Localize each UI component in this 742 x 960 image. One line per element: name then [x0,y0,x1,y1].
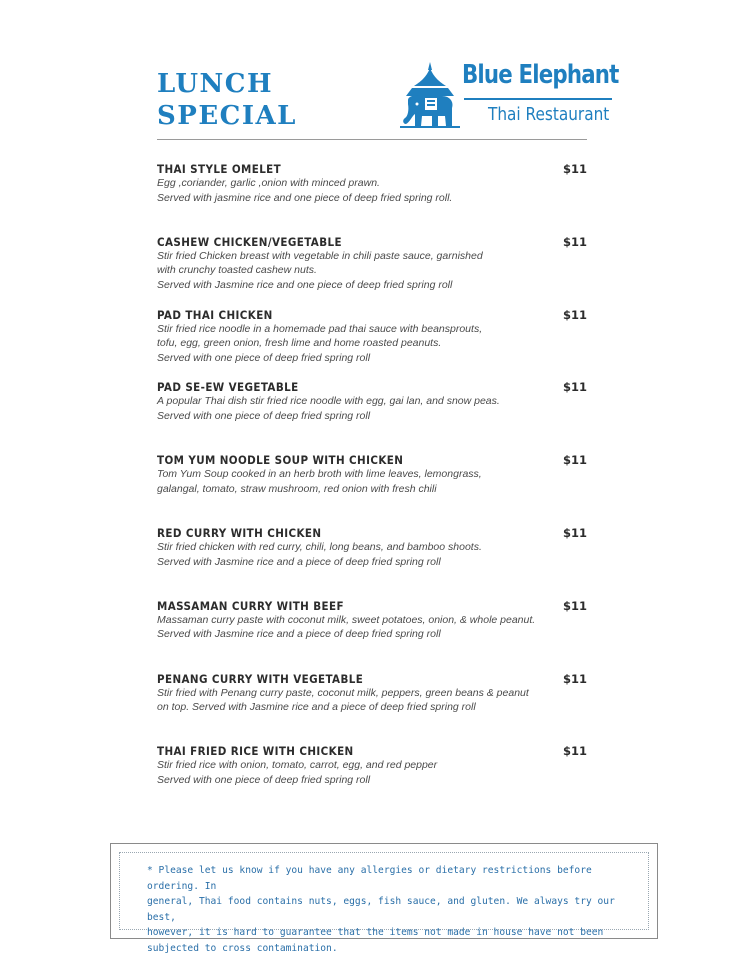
notice-line: however, it is hard to guarantee that the items not made in house have not been [147,927,604,938]
allergy-notice [110,843,658,954]
notice-line: * Please let us know if you have any allergies or dietary restrictions before ordering. In [147,865,592,892]
notice-line: subjected to cross contamination. [147,942,338,954]
menu-item-price: $11 [562,598,587,613]
menu-item-name: THAI FRIED RICE WITH CHICKEN [157,744,354,759]
menu-item-price: $11 [562,744,587,759]
menu-item-description: Served with one piece of deep fried spring roll [157,409,371,422]
menu-item-name: PAD THAI CHICKEN [157,307,273,322]
menu-item-description: Served with jasmine rice and one piece of deep fried spring roll. [157,191,453,204]
menu-item-description: Massaman curry paste with coconut milk, sweet potatoes, onion, & whole peanut. [157,613,536,626]
menu-item-description: Served with Jasmine rice and a piece of deep fried spring roll [157,628,441,641]
menu-item-description: Stir fried Chicken breast with vegetable in chili paste sauce, garnished [157,249,483,262]
menu-item-description: Served with Jasmine rice and a piece of deep fried spring roll [157,555,441,568]
menu-item-price: $11 [562,234,587,249]
menu-item-description: tofu, egg, green onion, fresh lime and home roasted peanuts. [157,337,442,350]
menu-item-description: Egg ,coriander, garlic ,onion with minced prawn. [157,177,380,189]
menu-item-price: $11 [562,380,587,395]
menu-item [157,451,589,524]
menu-item-price: $11 [562,671,587,686]
menu-item-price: $11 [562,307,587,322]
menu-item-name: PAD SE-EW VEGETABLE [157,380,299,395]
menu-item-name: TOM YUM NOODLE SOUP WITH CHICKEN [157,453,404,468]
header-divider [157,139,587,140]
notice-line: general, Thai food contains nuts, eggs, fish sauce, and gluten. We always try our best, [147,896,615,923]
menu-item-description: with crunchy toasted cashew nuts. [157,264,317,277]
menu-item [157,742,589,815]
title-line-1: LUNCH [157,69,274,99]
menu-item-name: THAI STYLE OMELET [157,162,282,176]
menu-item-description: Stir fried chicken with red curry, chili, long beans, and bamboo shoots. [157,540,482,553]
menu-item-price: $11 [562,525,587,540]
brand-name: Blue Elephant [462,60,619,90]
menu-list [157,160,589,815]
page-title [157,68,297,132]
menu-item-description: A popular Thai dish stir fried rice noodle with egg, gai lan, and snow peas. [157,395,500,408]
menu-item [157,160,589,233]
menu-item-price: $11 [562,453,587,468]
menu-item [157,524,589,597]
menu-item-description: galangal, tomato, straw mushroom, red onion with fresh chili [157,482,437,495]
notice-text [147,863,635,956]
menu-item-description: Stir fried rice with onion, tomato, carrot, egg, and red pepper [157,759,438,772]
menu-item-description: Tom Yum Soup cooked in an herb broth with lime leaves, lemongrass, [157,468,482,481]
menu-item-name: MASSAMAN CURRY WITH BEEF [157,598,344,613]
elephant-temple-icon [398,60,462,130]
menu-item-name: CASHEW CHICKEN/VEGETABLE [157,234,342,249]
menu-item-name: PENANG CURRY WITH VEGETABLE [157,671,364,686]
brand-logo [398,60,618,132]
menu-item [157,597,589,670]
menu-item-price: $11 [562,162,587,176]
menu-item-description: Stir fried with Penang curry paste, coconut milk, peppers, green beans & peanut [157,686,529,699]
menu-item [157,233,589,306]
menu-item-name: RED CURRY WITH CHICKEN [157,525,322,540]
menu-item-description: Served with one piece of deep fried spring roll [157,351,371,364]
title-line-2: SPECIAL [157,101,297,131]
brand-subtitle: Thai Restaurant [488,104,610,125]
menu-item [157,378,589,451]
menu-item [157,670,589,743]
brand-underline [464,98,612,100]
menu-item-description: on top. Served with Jasmine rice and a piece of deep fried spring roll [157,701,476,714]
menu-item-description: Served with Jasmine rice and one piece of deep fried spring roll [157,278,453,291]
menu-item-description: Stir fried rice noodle in a homemade pad thai sauce with beansprouts, [157,322,483,335]
menu-item-description: Served with one piece of deep fried spring roll [157,773,371,786]
menu-item [157,306,589,379]
